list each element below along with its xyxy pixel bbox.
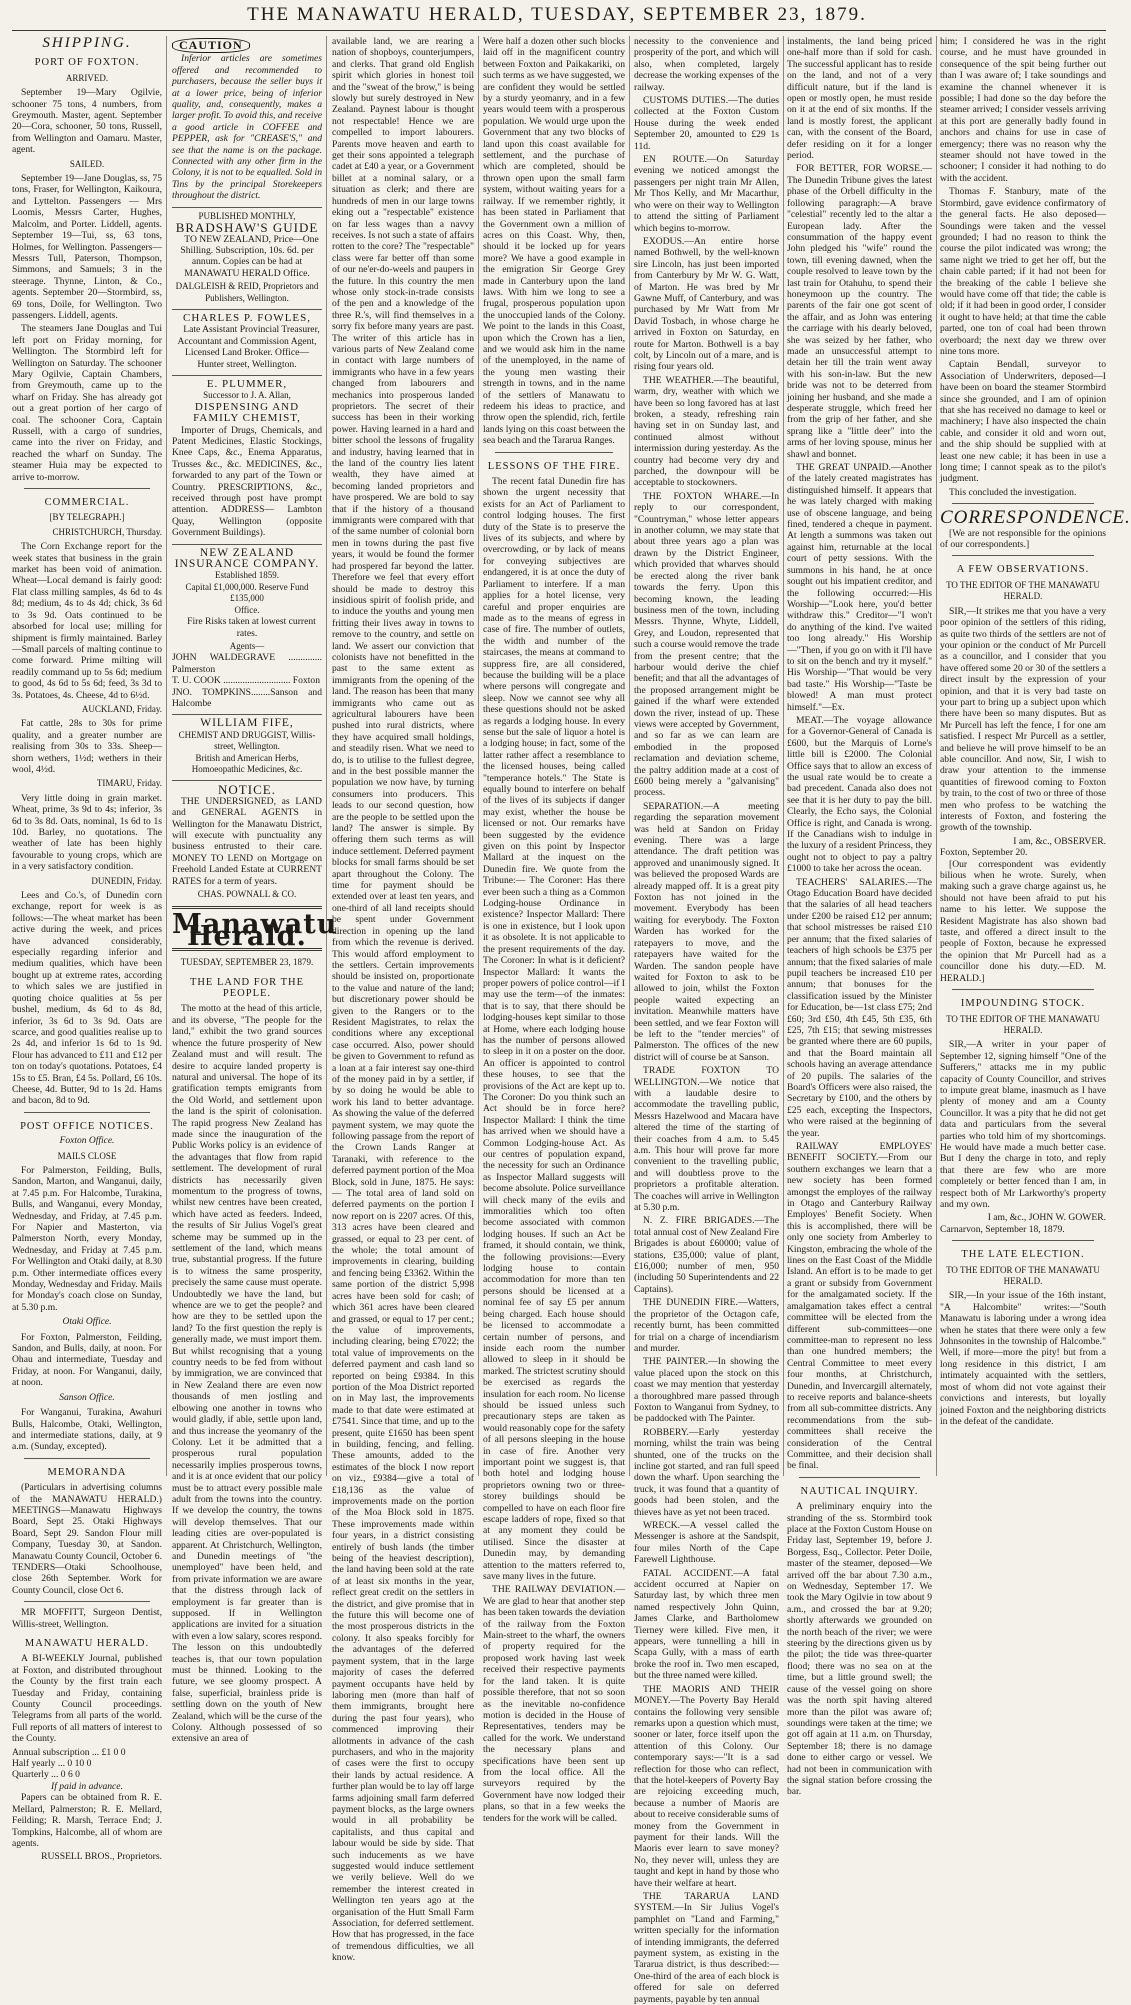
divider [952, 555, 1094, 556]
news-for-better: FOR BETTER, FOR WORSE.—The Dunedin Tribune gives the latest phase of the Orbell difficulty in the following paragraph:—A brave "celestial" recently led to the altar a European lady. After the consummation of the happy event John pledged his "wife" round the town, till evening dawned, when the couple resolved to leave town by the last train for Otahuhu, to spend their honeymoon up the country. The parents of the fair one got scent of the affair, and as John was entering the carriage with his dearly beloved, she was seized by her father, who made an unsuccessful attempt to detain her till the train went away with his son-in-law. But the new bride was not to be deterred from joining her husband, and she made a desperate struggle, which freed her from the grip of her father, and she sprang like a "little deer" into the arms of her loving spouse, minus her shawl and bonnet. [787, 163, 932, 460]
news-robbery: ROBBERY.—Early yesterday morning, whilst the train was being shunted, one of the trucks on the incline got started, and ran full speed down the wharf. Upon searching the truck, it was found that a quantity of goods had been stolen, and the thieves have as yet not been traced. [634, 1426, 779, 1518]
subheading-sailed: SAILED. [69, 158, 105, 169]
arrived-text: September 19—Mary Ogilvie, schooner 75 tons, 4 numbers, from Greymouth. Master, agent. September 20—Cora, schooner, 50 tons, Russell, from Wellington and Oamaru. Master, agent. [12, 87, 162, 156]
sanson-mails-text: For Wanganui, Turakina, Awahuri Bulls, Halcombe, Otaki, Wellington, and intermediate stations, daily, at 9 a.m. (Sunday, excepted). [12, 1407, 162, 1453]
divider [24, 1458, 150, 1459]
leader-heading: THE LAND FOR THE PEOPLE. [189, 976, 305, 1000]
letter-observations: SIR,—It strikes me that you have a very poor opinion of the settlers of this riding, as quite two thirds of the settlers are not of your opinion or the conduct of Mr Purcell as a councillor, and I consider that you have offered some 20 or 30 of the settlers a direct insult by the expression of your opinion, and that it is very bad taste on your part to bring up a subject upon which there have been so many disputes. But as Mr Purcell has left the fence, I for one am satisfied. I respect Mr Purcell as a settler, and believe he will prove himself to be an able councillor. And now, Sir, I wish to draw your attention to the immense quantities of firewood coming to Foxton by train, to the cost of two or three of those men who profess to be watching the interests of Foxton, and fostering the growth of the township. [940, 605, 1106, 834]
foxton-mails-text: For Palmerston, Feilding, Bulls, Sandon, Marton, and Wanganui, daily, at 7.45 p.m. For Halcombe, Turakina, Bulls, and Wanganui, every Monday, Wednesday, and Friday, at 7.45 p.m. For Napier and Masterton, via Palmerston North, every Monday, Wednesday, and Friday at 7.45 p.m. For Wellington and Otaki daily, at 8.30 p.m. Other intermediate offices every Monday, Wednesday and Friday. Mails for Monday's coach close on Sunday, at 5.30 p.m. [12, 1164, 162, 1313]
nautical-stanbury: Thomas F. Stanbury, mate of the Stormbird, gave evidence confirmatory of the general facts. He also deposed—Soundings were taken and the vessel grounded; I had no reason to think the course the pilot indicated was wrong; the same night we tried to get her off, but the chain cable parted; if it had not been for the breaking of the cable I believe she would have come off that tide; the cable is old; if it had been in good order, I consider it ought to have held; at that time the cable parted, one ton of coal had been thrown overboard; the next day we threw over nine tons more. [940, 186, 1106, 357]
column-rule [936, 36, 937, 1476]
letter-signature: I am, &c., OBSERVER. [1013, 835, 1106, 847]
rate-quarterly: Quarterly ... 0 6 0 [12, 1769, 80, 1781]
column-leader-end [483, 36, 625, 1824]
caution-badge: CAUTION [172, 38, 250, 53]
lessons-text: The recent fatal Dunedin fire has shown the urgent necessity that exists for an Act of Parliament to control lodging houses. The first duty of the State is to preserve the lives of its subjects, and where by overcrowding, or by lack of means for conveying subjectives are endangered, it is at once the duty of Parliament to interfere. If a man applies for a hotel license, very careful and proper enquiries are made as to the means of egress in case of fire. The number of outlets, the width and number of the staircases, the means at command to suppress fire, are all considered, because the building will be a place where persons will congregate and sleep. Now we cannot see why all these questions should not be asked as regards a lodging house. In every sense but the sale of liquor a hotel is a lodging house; in fact, some of the latter rather affect a resemblance to the licensed houses, being called "temperance hotels." The State is equally bound to interfere on behalf of the lives of its subjects if danger may exist, whether the house be licensed or not. Our remarks have been suggested by the evidence given on this point by Inspector Mallard at the inquest on the Dunedin fire. We quote from the Tribune:— The Coroner: Has there ever been such a thing as a Common Lodging-house Ordinance in existence? Inspector Mallard: There is one in existence, but I look upon it as obsolete. It is not applicable to the present requirements of the day. The Coroner: In what is it deficient? Inspector Mallard: It wants the proper powers of police control—if I may use the term—of the inmates: that is to say, that there should be lodging-houses kept similar to those at Home, where each lodging house has the number of persons allowed to sleep in it on a poster on the door. An officer is appointed to control these houses, to see that the provisions of the Act are kept up to. The Coroner: Do you think such an Act should be in force here? Inspector Mallard: I think the time has arrived when we should have a Common Lodging-house Act. As our centres of population expand, the necessity for such an Ordinance as Inspector Mallard suggests will become absolute. Police surveillance will check many of the evils and immoralities which too often become associated with common lodging houses. If such an Act be framed, it should contain, we think, the following provisions:—Every lodging house to contain accommodation for more than ten persons should be licensed at a nominal fee of say £5 per annum being charged. Each house should be licensed to accommodate a certain number of persons, and inside each room the number allowed to sleep in it should be marked. The strictest scrutiny should be exercised as regards the insulation for each room. No license should be issued unless such precautionary steps are taken as would reasonably cope for the safety of all persons sleeping in the house in case of fire. Another very important point we suggest is, that both hotel and lodging house proprietors owning two or three-storey buildings should be compelled to have on each floor fire escape ladders of rope, fixed so that at any moment they could be utilised. Since the disaster at Dunedin may, by demanding attention to the matters referred to, save many lives in the future. [483, 476, 625, 1583]
editor-note: [Our correspondent was evidently bilious when he wrote. Surely, when making such a grave charge against us, he should not have been afraid to put his name to his letter. We suppose the Resident Magistrate has also shown bad taste, and offered a direct insult to the people of Foxton, because he expressed the opinion that Mr Purcell had as a councillor done his duty.—ED. M. HERALD.] [940, 858, 1106, 984]
caution-text: Inferior articles are sometimes offered and recommended to purchasers, because the seller buys it at a lower price, being of inferior quality, and, consequently, makes a larger profit. To avoid this, and receive a good article in COFFEE and PEPPER, ask for "CREASE'S," and see that the name is on the package. Connected with any other firm in the Colony, it is not to be equalled. Sold in Tins by the principal Storekeepers throughout the district. [172, 53, 322, 202]
plummer-name: E. PLUMMER, [206, 377, 288, 390]
section-heading-shipping: SHIPPING. [42, 35, 132, 51]
notice-ad [172, 780, 322, 900]
letter-heading-observations: A FEW OBSERVATIONS. [956, 564, 1090, 576]
column-rule [783, 36, 784, 1476]
letter-election: SIR,—In your issue of the 16th instant, "A Halcombite" writes:—"South Manawatu is laboring under a wrong idea when he states that there were only a few Johnsonites in the township of Halcombe." Well, if more—more the pity! but from a long residence in this district, I am intimately acquainted with the settlers, most of whom did not vote against their convictions and interests, but loyally joined Foxton and the neighboring districts in the defeat of the candidate. [940, 1290, 1106, 1427]
divider [24, 1601, 150, 1602]
heading-herald: MANAWATU HERALD. [24, 1638, 150, 1649]
divider [952, 1240, 1094, 1241]
steamers-text: The steamers Jane Douglas and Tui left port on Friday morning, for Wellington. The Stormbird left for Wellington on Saturday. The schooner Mary Ogilvie, Captain Chambers, from Greymouth, came up to the wharf on Friday. She has already got out a great portion of her cargo of coal. The schooner Cora, Captain Russell, with a cargo of sundries, came into the river on Friday, and reached the wharf on Sunday. The steamer Huia may be expected to arrive to-morrow. [12, 323, 162, 483]
divider [495, 452, 613, 453]
published-label: PUBLISHED MONTHLY, [198, 210, 296, 221]
bradshaw-ad [172, 207, 322, 304]
agent-line: T. U. COOK ............................ Foxton [172, 675, 320, 687]
bradshaw-text: TO NEW ZEALAND, Price—One Shilling. Subscription, 10s. 6d. per annum. Copies can be had at MANAWATU HERALD Office. [180, 233, 319, 279]
fowles-text: Late Assistant Provincial Treasurer, Accountant and Commission Agent, Licensed Land Broker. Office—Hunter street, Wellington. [177, 324, 320, 370]
fife-ad [172, 714, 322, 775]
nzic-agents-label: Agents— [229, 640, 265, 651]
leader-end-text: Were half a dozen other such blocks laid off in the magnificent country between Foxton and Paikakariki, on such terms as we have suggested, we are confident they would be settled by a sturdy yeomanry, and in a few years would teem with a prosperous population. We would urge upon the Government that any two blocks of land upon this coast available for settlement, and the purchase of which are completed, should be thrown open upon the small farm system, without waiting years for a railway. If we remember rightly, it has been stated in Parliament that the Government own a million of acres on this Coast. Why, then, should it be locked up for years more? We have a good example in the emigration Sir George Grey made in Canterbury upon the land laws. With him we long to see a frugal, prosperous population upon the unoccupied lands of the Colony. We point to the lands in this Coast, upon which the Crown has a lien, and we would ask him in the name of the unemployed, in the name of the young men wasting their strength in towns, and in the name of the settlers of Manawatu to redeem his ideas to practice, and throw open the splendid, rich, fertile lands lying on this coast between the sea beach and the Tararua Ranges. [483, 36, 625, 447]
news-fatal-accident: FATAL ACCIDENT.—A fatal accident occurred at Napier on Saturday last, by which three men named respectively John Quinn, James Clarke, and Bartholomew Tierney were killed. Five men, it appears, were tunnelling a hill in Scapa Gully, with a mass of earth broke the roof in. Two men escaped, but the three named were killed. [634, 1567, 779, 1682]
dateline-auckland: AUCKLAND, Friday. [81, 703, 162, 714]
rate-annual: Annual subscription ... £1 0 0 [12, 1746, 126, 1758]
column-shipping [12, 35, 162, 1863]
plummer-ad [172, 375, 322, 539]
fife-sub: CHEMIST AND DRUGGIST, Willis-street, Wellington. [178, 729, 316, 752]
heading-post-office: POST OFFICE NOTICES. [20, 1120, 154, 1132]
nzic-title: NEW ZEALAND INSURANCE COMPANY. [174, 546, 320, 571]
fowles-ad [172, 309, 322, 370]
rate-half: Half yearly ... 0 10 0 [12, 1758, 92, 1770]
news-fire-brigades: N. Z. FIRE BRIGADES.—The total annual cost of New Zealand Fire Brigades is about £60000; value of stations, £35,000; value of plant, £16,000; number of men, 950 (including 50 Superintendents and 22 Captains). [634, 1215, 779, 1295]
column-local-news [634, 36, 779, 2005]
christchurch-report: The Corn Exchange report for the week states that business in the grain market has been void of animation. Wheat—Local demand is fairly good: Flat class milling samples, 4s 6d to 4s 8d; medium, 4s to 4s 4d; chick, 3s 6d to 3s 9d. Oats continued to be absorbed for local use; milling for shipment is firmly maintained. Barley—Small parcels of malting continue to come forward. Prime milting will readily command up to 5s 6d; medium to good, 4s 6d to 5s 6d; feed, 3s 3d to 3s. Potatoes, 4s. Cheese, 4d to 6½d. [12, 541, 162, 701]
nzic-ad [172, 544, 322, 710]
nzic-established: Established 1859. [215, 570, 279, 581]
nzic-text: Fire Risks taken at lowest current rates. [187, 616, 316, 639]
letter-date: Carnarvon, September 18, 1879. [940, 1223, 1065, 1235]
leader-continued-text: available land, we are rearing a nation of shopboys, counterjumpers, and clerks. That grand old English spirit which glories in honest toil and the "sweat of the brow," is being slowly but surely destroyed in New Zealand. Paynest labour is thought not respectable! Hence we are compelled to import labourers. Parents move heaven and earth to get their sons appointed a telegraph cadet at £40 a year, or a Government billet at a nominal salary, or a situation as clerk; and there are hundreds of men in our large towns eking out a "respectable" existence on far less wages than a navvy receives. Is not such a state of affairs rotten to the core? The "respectable" class were far better off than some of our ne'er-do-weels and paupers in the future. In this country the men whose only stock-in-trade consists of the pen and a knowledge of the three R.'s, will find themselves in a sorry fix before many years are past. The writer of this article has in various parts of New Zealand come in contact with large numbers of immigrants who have in a few years changed from labourers and mechanics into prosperous landed proprietors. The secret of their success has been in their working power. Having learned in a hard and bitter school the lessons of frugality and industry, having learned that in the land of the country lies latent wealth, they have aimed at becoming landed proprietors and have prospered. We are bold to say that if the history of a thousand immigrants were compared with that of the same number of colonial born men in towns during the past five years, it would be found the former had prospered far beyond the latter. Therefore we feel that every effort should be made to destroy this insidious spirit of foolish pride, and to induce the youths and young men fritting their lives away in towns to remove to the country, and settle on land. We assert our conviction that colonists have not benefitted in the past to the same extent as immigrants from the opening of the land. The reason has been that many immigrants who came out as agricultural labourers have been pushed into rural districts, where they have acquired small holdings, and steadily risen. What we need to do, is to utilise to the fullest degree, and in the best possible manner the population we now have, by turning consumers into producers. This leads to our second question, how are the people to be settled upon the land? The answer is simple. By offering them such terms as will induce settlement. Deferred payment blocks for small farms should be set apart throughout the Colony. The time for payment should be extended over at least ten years, and one-third of all land receipts should be spent under Government direction in opening up the land from which the revenue is derived. This would afford employment to the settlers. Certain improvements should be insisted on, proportionate to the value and nature of the land; but discretionary power should be given to the Rangers or to the Resident Magistrates, to relax the conditions where any exceptional case occurred. Also, power should be given to Government to refund as a loan at a fair interest say one-third of the money paid in by a settler, if by so doing he would be able to work his land to better advantage. As showing the value of the deferred payment system, we may quote the following passage from the report of the Crown Lands Ranger at Taranaki, with reference to the deferred payment portion of the Moa Block, sold in June, 1875. He says:— The total area of land sold on deferred payments on the portion I now report on is 2207 acres. Of this, 313 acres have been cleared and grassed, or equal to 23 per cent. of the whole; the total amount of improvements in clearing, building and fencing being £3362. Within the same portion of the district 5,998 acres have been sold for cash; of which 361 acres have been cleared and grassed, or equal to 17 per cent.; the value of improvements, including clearing, being £7022; the total value of improvements on the deferred payment and cash land so reported on being £9384. In this portion of the Moa District reported on in May last, the improvements made to that date were estimated at £7541. Since that time, and up to the present, quite £1650 has been spent in building, fencing, and felling. These amounts, added to the estimates of the block I now report on viz., £9384—give a total of £18,136 as the value of improvements made on the portion of the Moa Block sold in 1875. These improvements made within four years, in a district consisting entirely of bush lands (the timber being of the heaviest description), the land having been sold at the rate of at least six months in the year, reflect great credit on the settlers in the district, and give promise that in the future this will become one of the most prosperous districts in the colony. It also speaks forcibly for the advantages of the deferred payment system, that in the large majority of cases the deferred payment occupants have held by laboring men (more than half of them immigrants, brought here during the past four years), who commenced improving their allotments in advance of the cash purchasers, and who in the majority of cases were the first to occupy their lands by actual residence. A further plan would be to lay off large farms adjoining small farm deferred payment blocks, as the large owners would in all probability be capitalists, and thus capital and labour would be side by side. That such inducements as we have suggested would induce settlement we verily believe. Well do we remember the interest created in Wellington ten years ago at the organisation of the Hutt Small Farm Association, for deferred settlement. How that has progressed, in the face of tremendous difficulties, we all know. [332, 36, 474, 1964]
issue-date: TUESDAY, SEPTEMBER 23, 1879. [180, 957, 314, 968]
news-meat: MEAT.—The voyage allowance for a Governor-General of Canada is £600, but the Marquis of Lorne's little bill is £2000. The Colonial Office says that to allow an excess of the usual rate would be to create a bad precedent. Canada also does not see that it is her duty to pay the bill. Clearly, the Echo says, the Colonial Office is right, and Canada is wrong. If the Canadians wish to indulge in the luxury of a resident Princess, they ought not to object to pay a paltry £1000 to take her across the ocean. [787, 714, 932, 875]
divider [799, 1477, 920, 1478]
nameplate: Manawatu Herald. [172, 909, 338, 952]
moffitt-ad: MR MOFFITT, Surgeon Dentist, Willis-street, Wellington. [12, 1607, 162, 1630]
bradshaw-title: BRADSHAW'S GUIDE [175, 220, 319, 236]
subheading-sanson-office: Sanson Office. [59, 1392, 115, 1403]
fife-text: British and American Herbs, Homoeopathic Medicines, &c. [191, 752, 303, 774]
news-exodus: EXODUS.—An entire horse named Bothwell, by the well-known sire Lincoln, has just been imported from Canterbury by Mr W. G. Watt, of Marton. He was bred by Mr Gawne Muff, of Canterbury, and was purchased by Mr Watt from Mr David Tosbach, in whose charge he arrived in Foxton on Saturday, en route for Marton. Bothwell is a bay colt, by Lincoln out of a mare, and is rising four years old. [634, 235, 779, 373]
news-separation: SEPARATION.—A meeting regarding the separation movement was held at Sandon on Friday evening. There was a large attendance. The draft petition was approved and unanimously signed. It was believed the proposed Wards are already mapped off. It is a great pity Foxton has not joined in the movement. Everybody has been waiting for everybody. The Foxton Warden has worked for the ratepayers to move, and the ratepayers have waited for the Warden. The sandon people have waited for Foxton to ask to be allowed to join, whilst the Foxton people waited expecting an invitation. Meanwhile matters have been settled, and we fear Foxton will be left to the "tender mercies" of Palmerston. The offices of the new district will of course be at Sanson. [634, 800, 779, 1063]
news-weather: THE WEATHER.—The beautiful, warm, dry, weather with which we have been so long favored has at last broken, a steady, refreshing rain having set in on Sunday last, and continued almost without intermission during yesterday. As the country had become very dry and parched, the downpour will be acceptable to stockowners. [634, 374, 779, 489]
dispensing-title: DISPENSING AND FAMILY CHEMIST, [193, 400, 301, 425]
dateline-timaru: TIMARU, Friday. [96, 778, 162, 789]
notice-title: NOTICE. [218, 782, 276, 798]
news-great-unpaid: THE GREAT UNPAID.—Another of the lately created magistrates has distinguished himself. It appears that he was lately charged with making use of obscene language, and being fined, tendered a cheque in payment. At length a summons was taken out against him, returnable at the local court of petty sessions. With the summons in his hand, he at once sought out his impatient creditor, and the following occurred:—His Worship—"Look here, you'd better withdraw this." Creditor—"I won't do anything of the kind. I've waited too long already." His Worship—"Then, if you go on with it I'll have to sit on the bench and try it myself." His Worship—"That would be very bad taste." His Worship—"Taste be blowed! A man must protect himself."—Ex. [787, 462, 932, 713]
news-tararua: THE TARARUA LAND SYSTEM.—In Sir Julius Vogel's pamphlet on "Land and Farming," written specially for the information of intending immigrants, the deferred payment system, as existing in the Tararua district, is thus described:—One-third of the area of each block is offered for sale on deferred payments, payable by ten annual [634, 1891, 779, 2005]
news-teachers: TEACHERS' SALARIES.—The Otago Education Board have decided that the salaries of all head teachers under £200 be raised £12 per annum; that school mistresses be raised £10 per annum; that the fixed salaries of teachers of high schools be £375 per annum; that the fixed salaries of male pupil teachers be increased £10 per annum; that bonuses for the classification issued by the Minister for Education, be—1st class £75; 2nd £60; 3rd £50, 4th £45, 5th £35, 6th £25, 7th £15; that sewing mistresses be granted where there are 60 pupils, and that the Board maintain all schools having an average attendance of 20 pupils. The salaries of the Board's Officers were also raised, the Secretary by £100, and the others by £25 each, excepting the Inspectors, who were raised at the beginning of the year. [787, 876, 932, 1139]
timaru-report: Very little doing in grain market. Wheat, prime, 3s 9d to 4s; inferior, 3s 6d to 3s 8d. Oats, nominal, 1s 6d to 1s 10d. Barley, no quotations. The weather of late has been highly favourable to young crops, which are in a very satisfactory condition. [12, 792, 162, 873]
otaki-mails-text: For Foxton, Palmerston, Feilding, Sandon, and Bulls, daily, at noon. For Ohau and intermediate, Tuesday and Friday, at noon. For Wanganui, daily, at noon. [12, 1331, 162, 1389]
column-correspondence [940, 36, 1131, 1476]
heading-port: PORT OF FOXTON. [34, 57, 140, 69]
nzic-capital: Capital £1,000,000. Reserve Fund £135,000 [185, 581, 309, 604]
news-customs: CUSTOMS DUTIES.—The duties collected at the Foxton Custom House during the week ended September 20, amounted to £29 1s 11d. [634, 95, 779, 152]
dispensing-text: Importer of Drugs, Chemicals, and Patent Medicines, Elastic Stockings, Knee Caps, &c., Enema Apparatus, Trusses &c., &c. MEDICINES, &c., forwarded to any part of the Town or Country. PRESCRIPTIONS, &c., received through post have prompt attention. ADDRESS— Lambton Quay, Wellington (opposite Government Buildings). [172, 424, 322, 539]
dunedin-report: Lees and Co.'s, of Dunedin corn exchange, report for week is as follows:—The wheat market has been active during the week, and prices have advanced considerably, especially regarding inferior and medium qualities, which have been bought up at extreme rates, according to which sales we are justified in quoting choice qualities at 5s per bushel, medium, 4s 6d to 4s 8d, inferior, 3s 6d to 3s 9d. Oats are scarce, and good qualities realise up to 2s 4d, and inferior 1s 6d to 1s 9d. Flour has advanced to £11 and £12 per ton on today's quotations. Potatoes, £4 15s to £5. Bran, £4 5s. Pollard, £6 10s. Cheese, 4d. Butter, 9d to 1s 2d. Hams and bacon, 8d to 9d. [12, 890, 162, 1107]
column-rule [478, 36, 479, 1476]
letter-impounding: SIR,—A writer in your paper of September 12, signing himself "One of the Sufferers," attacks me in my public capacity of County Councillor, and strives to impute great blame, inasmuch as I have plenty of money and am a County Councillor. It was a pity that he did not get data and particulars from the several parties who told him of my shortcomings. He would have made a much better case. But I deny the charge in toto, and reply that there are few who are more completely or better fenced than I am, in respect both of Mr Larkworthy's property and my own. [940, 1039, 1106, 1210]
letter-address: TO THE EDITOR OF THE MANAWATU HERALD. [946, 1013, 1100, 1035]
dateline-christchurch: CHRISTCHURCH, Thursday. [52, 526, 162, 537]
telegraph-note: [BY TELEGRAPH.] [49, 512, 125, 523]
letter-heading-election: THE LATE ELECTION. [961, 1249, 1085, 1261]
masthead-title: THE MANAWATU HERALD, TUESDAY, SEPTEMBER 23, 1879. [247, 4, 867, 25]
divider [24, 488, 150, 489]
mails-close-label: MAILS CLOSE [57, 1150, 117, 1161]
news-foxton-whare: THE FOXTON WHARE.—In reply to our correspondent, "Countryman," whose letter appears in another column, we may state that about three years ago a plan was drawn by the District Engineer, which provided that wharves should be erected along the river bank towards the ferry. Upon this becoming known, the leading business men of the town, including Messrs. Thynne, Whyte, Liddell, Grey, and Loudon, represented that such a course would remove the trade from the present centre; that the harbour would derive the chief benefit; and that all the advantages of the proposed arrangement might be gained if the wharf were extended down the river, instead of up. These views were accepted by Government, and so far as we can learn are embodied in the proposed reclamation and deviation scheme, the paltry addition made at a cost of £600 being merely a "galvanising" process. [634, 490, 779, 799]
auckland-report: Fat cattle, 28s to 30s for prime quality, and a greater number are realising from 30s to 33s. Sheep—shorn wethers, 1½d; wethers in their wool, 4½d. [12, 718, 162, 775]
news-en-route: EN ROUTE.—On Saturday evening we noticed amongst the passengers per night train Mr Allen, Mr Thos Kelly, and Mr Macarthur, who were on their way to Wellington to attend the sitting of Parliament which begins to-morrow. [634, 154, 779, 234]
news-railway-employes: RAILWAY EMPLOYES' BENEFIT SOCIETY.—From our southern exchanges we learn that a new society has been formed amongst the employes of the railway in Otago and Canterbury Railway Employes' Benefit Society. When this is accomplished, there will be only one society from Amberley to Kingston, embracing the whole of the lines on the East Coast of the Middle Island. An effort is to be made to get a grant or subsidy from Government for the amalgamated society. If the amalgamation takes effect a central committee will be elected from the different sub-committees—one committee-man to represent no less than one hundred members; the Central Committee to meet every four months, at Christchurch, Dunedin, and Invercargill alternately, to receive reports and balance-sheets from all sub-committee districts. Any recommendations from the sub-committees shall receive the consideration of the Central Committee, and their decision shall be final. [787, 1141, 932, 1472]
news-dunedin-fire: THE DUNEDIN FIRE.—Watters, the proprietor of the Octagon cafe, recently burnt, has been committed for trial on a charge of incendiarism and murder. [634, 1297, 779, 1354]
fife-name: WILLIAM FIFE, [200, 717, 294, 730]
column-rule [326, 36, 327, 1476]
column-rule [629, 36, 630, 1476]
nzic-office: Office. [234, 604, 260, 615]
proprietors: RUSSELL BROS., Proprietors. [41, 1851, 162, 1863]
herald-text: A BI-WEEKLY Journal, published at Foxton, and distributed throughout the County by the first train each Tuesday and Friday, containing County Council proceedings. Telegrams from all parts of the world. Full reports of all matters of interest to the County. [12, 1653, 162, 1745]
agent-line: JNO. TOMPKINS........Sanson and Halcombe [172, 686, 322, 709]
agents-text: Papers can be obtained from R. E. Mellard, Palmerston; R. E. Mellard, Feilding; R. Marsh, Terrace End; J. Tompkins, Halcombe, all of whom are agents. [12, 1792, 162, 1849]
subheading-arrived: ARRIVED. [65, 72, 109, 83]
bradshaw-publishers: DALGLEISH & REID, Proprietors and Publishers, Wellington. [175, 281, 319, 303]
column-leader-continued [332, 36, 474, 1964]
agent-line: JOHN WALDEGRAVE .............. Palmerston [172, 652, 322, 675]
news-trade: TRADE FOXTON TO WELLINGTON.—We notice that with a laudable desire to accommodate the travelling public, Messrs Hazelwood and Macara have altered the time of the starting of their coaches from 4 a.m. to 5.45 a.m. This hour will prove far more convenient to the travelling public, and will doubtless prove to the proprietors a profitable alteration. The coaches will arrive in Wellington at 5.30 p.m. [634, 1065, 779, 1214]
heading-commercial: COMMERCIAL. [44, 497, 130, 509]
subheading-otaki-office: Otaki Office. [62, 1317, 112, 1328]
masthead [0, 0, 1114, 30]
lessons-heading: LESSONS OF THE FIRE. [487, 460, 621, 472]
leader-text: The motto at the head of this article, and its obverse, "The people for the land," exhibit the two grand sources whence the future prosperity of New Zealand must and will result. The desire to acquire landed property is natural and universal. The hope of its gratification tempts emigrants from the Old World, and settlement upon the land is the spirit of colonisation. The rapid progress New Zealand has made since the inauguration of the Public Works policy is an evidence of the advantages that flow from rapid settlement. The development of rural districts has necessarily given momentum to the progress of towns, whilst new centres have been created, which have acted as feeders. Indeed, the results of Sir Julius Vogel's great scheme may be summed up in the settlement of the land, which means true, substantial progress. If the future is to witness the same prosperity, precisely the same cause must operate. Undoubtedly we have the land, but whence are we to get the people? and how are they to be settled upon the land? To the first question the reply is generally made, we must import them. But whilst recognising that a young country needs to be fed from without by immigration, we are convinced that in New Zealand there are even now thousands of men jostling and elbowing one another in towns who would gladly, if able, settle upon land, and thus increase the yeomanry of the Colony. Let it be admitted that a prosperous rural population necessarily implies prosperous towns, and it is at once evident that our policy must be to attract every possible male adult from the towns into the country. If we develop the country, the towns will develop themselves. That our leading cities are over-populated is apparent. At Christchurch, Wellington, and Dunedin meetings of "the unemployed" have been held, and from private information we are aware that the distress through lack of employment is far greater than is supposed. If in Wellington applications are invited for a situation with even a low salary, scores respond. The lesson on this undoubtedly teaches is, that our town population must be thinned. Looking to the future, we see gloomy prospect. A false, superficial, brainless pride is settling down on the youth of New Zealand, which will be the curse of the Colony. Although possessed of so extensive an area of [172, 1003, 322, 1745]
sailed-text: September 19—Jane Douglas, ss, 75 tons, Fraser, for Wellington, Kaikoura, and Lyttelton. Passengers — Mrs Loomis, Messrs Carter, Hughes, Malcolm, and Porter. Liddell, agents. September 19—Tui, ss, 63 tons, Holmes, for Wellington. Passengers—Messrs Tull, Paterson, Thompson, Simmons, and Samuels; 3 in the steerage. Thynne, Linton, & Co., agents. September 20—Stormbird, ss, 69 tons, Doile, for Wellington. Two passengers. Liddell, agents. [12, 173, 162, 321]
nautical-bendall: Captain Bendall, surveyor to Association of Underwriters, deposed—I have been on board the steamer Stormbird since she grounded, and I am of opinion that she has received no damage to keel or machinery; I have also inspected the chain cable, and consider it old and worn out, and the ship should be supplied with at least one new cable; it has been in use a long time; I cannot speak as to the pilot's judgment. [940, 359, 1106, 485]
nautical-heading: NAUTICAL INQUIRY. [800, 1485, 919, 1497]
plummer-sub: Successor to J. A. Allan, [203, 390, 291, 401]
fowles-name: CHARLES P. FOWLES, [182, 311, 312, 324]
nautical-conclusion: This concluded the investigation. [949, 486, 1077, 498]
memoranda-text: (Particulars in advertising columns of the MANAWATU HERALD.) MEETINGS—Manawatu Highways Board, Sept 25. Otaki Highways Board, Sept 29. Sandon Flour mill Company, Tuesday 30, at Sandon. Manawatu County Council, October 6. TENDERS—Otaki Schoolhouse, close 26th September. Work for County Council, close Oct 6. [12, 1482, 162, 1596]
masthead-rule [12, 30, 1106, 31]
notice-text: THE UNDERSIGNED, as LAND and GENERAL AGENTS in Wellington for the Manawatu District, will execute with punctuality any business entrusted to their care. MONEY TO LEND on Mortgage on Freehold Landed Estate at CURRENT RATES for a term of years. [172, 795, 322, 887]
tararua-continued: instalments, the land being priced one-half more than if sold for cash. The successful applicant has to reside on the land, and not of a very difficult nature, but if the land is open or mostly open, he must reside on it at the end of six months. If the land is mostly forest, the applicant can, with the consent of the Board, defer residing on it for a longer period. [787, 36, 932, 162]
railway-deviation-text: THE RAILWAY DEVIATION.—We are glad to hear that another step has been taken towards the deviation of the railway from the Foxton Main-street to the wharf, the owners of property required for the proposed work having last week received their respective payments for the land taken. It is quite possible therefore, that not so soon as the inevitable no-confidence motion is decided in the House of Representatives, tenders may be called for the work. We understand the necessary plans and specifications have been sent up from the local office. All the surveyors required by the Government have now lodged their plans, so that in a few weeks the tenders for the work will be called. [483, 1584, 625, 1824]
letter-date: Foxton, September 20. [940, 847, 1028, 859]
letter-address: TO THE EDITOR OF THE MANAWATU HERALD. [946, 579, 1100, 602]
notice-signature: CHAS. POWNALL & CO. [197, 889, 297, 900]
divider [952, 989, 1094, 990]
news-wreck: WRECK.—A vessel called the Messenger is ashore at the Sandspit, four miles North of the Cape Farewell Lighthouse. [634, 1520, 779, 1566]
heading-memoranda: MEMORANDA [47, 1466, 127, 1478]
column-advertisements [172, 36, 338, 1745]
correspondence-disclaimer: [We are not responsible for the opinions of our correspondents.] [940, 527, 1106, 551]
column-rule [166, 36, 167, 1476]
correspondence-heading: CORRESPONDENCE. [940, 507, 1131, 529]
subheading-foxton-office: Foxton Office. [59, 1136, 115, 1147]
divider [24, 1112, 150, 1113]
railway-continued: necessity to the convenience and prosperity of the port, and which will also, when completed, largely decrease the working expenses of the railway. [634, 36, 779, 93]
column-news-continued [787, 36, 932, 1798]
news-maoris: THE MAORIS AND THEIR MONEY.—The Poverty Bay Herald contains the following very sensible remarks upon a question which must, sooner or later, force itself upon the attention of this Colony. Our contemporary says:—"It is a sad reflection for those who can reflect, that the hotel-keepers of Poverty Bay are rejoicing exceeding much, because a number of Maoris are about to receive considerable sums of money from the Government in payment for their lands. Will the Maoris ever learn to save money? No, they never will, unless they are taught and kept in hand by those who have their welfare at heart. [634, 1683, 779, 1889]
nautical-text: A preliminary enquiry into the stranding of the ss. Stormbird took place at the Foxton Custom House on Friday last, September 19, before J. Borgess, Esq., Collector. Peter Doile, master of the steamer, deposed—We arrived off the bar about 7.30 a.m., on Wednesday, September 17. We took the Mary Ogilvie in tow about 9 a.m., and crossed the bar at 9.20; shortly afterwards we grounded on the north beach of the river; we were steering by the directions given us by the pilot; the tide was three-quarter flood; there was no sea on at the time, but a little ground swell; the cause of the vessel going on shore was the north spit having altered more than the pilot was aware of; soundings were taken at the time; we got off again at 11 a.m. on Thursday, September 18; there is no damage done to either cargo or vessel. We had not been in communication with the signal station before crossing the bar. [787, 1501, 932, 1798]
letter-heading-impounding: IMPOUNDING STOCK. [960, 998, 1086, 1010]
divider [952, 503, 1094, 504]
news-painter: THE PAINTER.—In showing the value placed upon the stock on this coast we may mention that yesterday a thoroughbred mare passed through Foxton to Wanganui from Sydney, to be paddocked with The Painter. [634, 1356, 779, 1425]
letter-address: TO THE EDITOR OF THE MANAWATU HERALD. [946, 1264, 1100, 1287]
nautical-continued: him; I considered he was in the right course, and he must have grounded in consequence of the spit being further out than I was aware of; I take soundings and examine the channel whenever it is possible; I had done so the day before the steamer arrived; I consider vessels arriving at this port are generally badly found in anchors and chains for use in case of emergency; there was no reason why the steamer should not have towed in the schooner; I consider it had nothing to do with the accident. [940, 36, 1106, 184]
dateline-dunedin: DUNEDIN, Friday. [91, 875, 162, 886]
letter-signature: I am, &c., JOHN W. GOWER. [987, 1212, 1106, 1224]
rate-advance-note: If paid in advance. [51, 1780, 123, 1792]
